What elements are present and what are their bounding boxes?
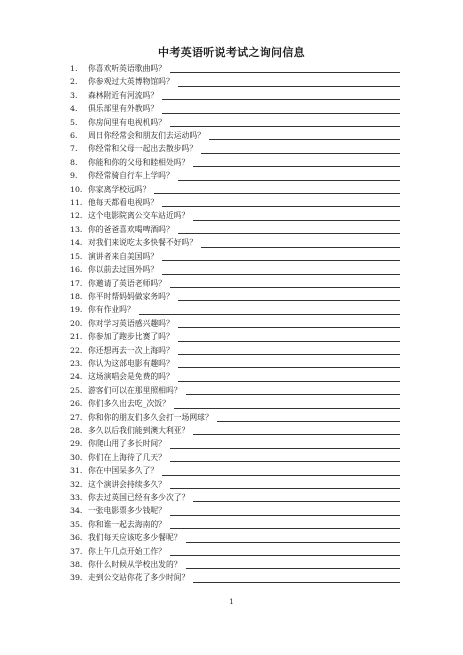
answer-line[interactable]	[178, 367, 400, 368]
question-row	[70, 156, 400, 169]
question-number: 29.	[70, 439, 83, 449]
question-text: 你们多久出去吃_次饭？	[88, 399, 170, 409]
question-text: 你在中国呆多久了？	[88, 466, 159, 476]
answer-line[interactable]	[186, 568, 400, 569]
question-number: 25.	[70, 385, 83, 395]
question-text: 演讲者来自美国吗？	[88, 251, 159, 261]
question-number: 20.	[70, 318, 83, 328]
question-text: 你和谁一起去海南的？	[88, 519, 166, 529]
question-number: 17.	[70, 278, 83, 288]
question-number: 37.	[70, 546, 83, 556]
question-number: 34.	[70, 506, 83, 516]
question-row	[70, 209, 400, 222]
page-number: 1	[229, 598, 234, 606]
question-number: 7.	[70, 144, 78, 154]
question-text: 你家离学校远吗？	[88, 184, 151, 194]
question-row	[70, 250, 400, 263]
answer-line[interactable]	[178, 180, 400, 181]
question-number: 36.	[70, 533, 83, 543]
question-text: 你上午几点开始工作？	[88, 546, 166, 556]
question-number: 28.	[70, 425, 83, 435]
answer-line[interactable]	[178, 341, 400, 342]
question-row	[70, 263, 400, 276]
question-row	[70, 451, 400, 464]
question-number: 11.	[70, 198, 83, 208]
question-text: 你经常和父母一起出去散步吗？	[88, 144, 198, 154]
question-number: 32.	[70, 479, 83, 489]
answer-line[interactable]	[178, 381, 400, 382]
question-text: 多久以后我们能到澳大利亚？	[88, 425, 190, 435]
question-text: 走到公交站你花了多少时间？	[88, 573, 190, 583]
question-row	[70, 62, 400, 75]
question-row	[70, 558, 400, 571]
answer-line[interactable]	[170, 287, 400, 288]
question-text: 你平时帮妈妈做家务吗？	[88, 291, 174, 301]
answer-line[interactable]	[170, 555, 400, 556]
answer-line[interactable]	[178, 327, 400, 328]
question-text: 他每天都看电视吗？	[88, 198, 159, 208]
question-row	[70, 196, 400, 209]
question-number: 26.	[70, 399, 83, 409]
question-text: 你和你的朋友们多久会打一场网球？	[88, 412, 213, 422]
answer-line[interactable]	[186, 394, 400, 395]
question-row	[70, 102, 400, 115]
question-list	[70, 62, 400, 585]
question-number: 5.	[70, 117, 78, 127]
answer-line[interactable]	[178, 300, 400, 301]
answer-line[interactable]	[170, 488, 400, 489]
question-text: 你的爸爸喜欢喝啤酒吗？	[88, 224, 174, 234]
answer-line[interactable]	[193, 582, 400, 583]
question-text: 对我们来说吃太多快餐不好吗？	[88, 238, 198, 248]
question-text: 你还想再去一次上海吗？	[88, 345, 174, 355]
answer-line[interactable]	[170, 72, 400, 73]
question-row	[70, 437, 400, 450]
question-row	[70, 303, 400, 316]
answer-line[interactable]	[193, 434, 400, 435]
answer-line[interactable]	[193, 166, 400, 167]
answer-line[interactable]	[170, 461, 400, 462]
question-text: 你房间里有电视机吗？	[88, 117, 166, 127]
question-text: 我们每天应该吃多少餐呢？	[88, 533, 182, 543]
question-number: 8.	[70, 157, 78, 167]
question-text: 你爬山用了多长时间？	[88, 439, 166, 449]
answer-line[interactable]	[162, 475, 400, 476]
question-number: 16.	[70, 265, 83, 275]
answer-line[interactable]	[178, 86, 400, 87]
question-row	[70, 531, 400, 544]
question-text: 你能和你的父母和睦相处吗？	[88, 157, 190, 167]
question-number: 33.	[70, 493, 83, 502]
answer-line[interactable]	[178, 233, 400, 234]
question-number: 9.	[70, 171, 78, 181]
question-row	[70, 330, 400, 343]
question-number: 38.	[70, 560, 83, 570]
answer-line[interactable]	[170, 448, 400, 449]
question-row	[70, 183, 400, 196]
question-row	[70, 370, 400, 383]
question-row	[70, 236, 400, 249]
question-row	[70, 504, 400, 517]
question-row	[70, 384, 400, 397]
question-number: 30.	[70, 452, 83, 462]
question-text: 一张电影票多少钱呢？	[88, 506, 166, 516]
question-number: 14.	[70, 238, 83, 248]
answer-line[interactable]	[162, 113, 400, 114]
answer-line[interactable]	[170, 528, 400, 529]
question-row	[70, 397, 400, 410]
question-number: 2.	[70, 77, 78, 87]
question-row	[70, 357, 400, 370]
question-row	[70, 424, 400, 437]
answer-line[interactable]	[201, 247, 400, 248]
question-row	[70, 116, 400, 129]
question-row	[70, 571, 400, 584]
answer-line[interactable]	[154, 193, 400, 194]
question-text: 你喜欢听英语歌曲吗？	[88, 64, 166, 73]
answer-line[interactable]	[170, 515, 400, 516]
question-row	[70, 491, 400, 504]
question-number: 3.	[70, 90, 78, 100]
question-row	[70, 344, 400, 357]
question-row	[70, 169, 400, 182]
question-number: 6.	[70, 131, 78, 141]
answer-line[interactable]	[209, 139, 400, 140]
answer-line[interactable]	[201, 153, 400, 154]
answer-line[interactable]	[178, 354, 400, 355]
question-row	[70, 89, 400, 102]
question-row	[70, 317, 400, 330]
answer-line[interactable]	[162, 99, 400, 100]
question-row	[70, 464, 400, 477]
question-number: 21.	[70, 332, 83, 342]
question-row	[70, 129, 400, 142]
question-text: 你去过英国已经有多少次了？	[88, 493, 190, 502]
question-text: 这个演讲会持续多久？	[88, 479, 166, 489]
question-row	[70, 290, 400, 303]
question-text: 俱乐部里有外教吗？	[88, 104, 159, 114]
question-number: 1.	[70, 64, 78, 73]
question-row	[70, 478, 400, 491]
question-text: 你以前去过国外吗？	[88, 265, 159, 275]
question-number: 4.	[70, 104, 78, 114]
question-text: 你经常骑自行车上学吗？	[88, 171, 174, 181]
page-title: 中考英语听说考试之询问信息	[158, 46, 305, 59]
question-number: 22.	[70, 345, 83, 355]
question-text: 这场演唱会是免费的吗？	[88, 372, 174, 382]
answer-line[interactable]	[217, 421, 400, 422]
question-text: 你认为这部电影有趣吗？	[88, 358, 174, 368]
question-row	[70, 223, 400, 236]
question-number: 24.	[70, 372, 83, 382]
answer-line[interactable]	[162, 260, 400, 261]
answer-line[interactable]	[186, 542, 400, 543]
question-number: 27.	[70, 412, 83, 422]
question-number: 31.	[70, 466, 83, 476]
question-text: 你参加了跑步比赛了吗？	[88, 332, 174, 342]
question-number: 19.	[70, 305, 83, 315]
question-text: 森林附近有河流吗？	[88, 90, 159, 100]
question-text: 你对学习英语感兴趣吗？	[88, 318, 174, 328]
question-text: 你有作业吗？	[88, 305, 135, 315]
question-text: 周日你经常会和朋友们去运动吗？	[88, 131, 205, 141]
answer-line[interactable]	[162, 206, 400, 207]
question-number: 10.	[70, 184, 83, 194]
question-number: 23.	[70, 358, 83, 368]
question-text: 你什么时候从学校出发的？	[88, 560, 182, 570]
question-number: 15.	[70, 251, 83, 261]
question-row	[70, 411, 400, 424]
question-text: 游客们可以在那里照相吗？	[88, 385, 182, 395]
answer-line[interactable]	[170, 126, 400, 127]
question-number: 39.	[70, 573, 83, 583]
question-text: 你参观过大英博物馆吗？	[88, 77, 174, 87]
answer-line[interactable]	[174, 408, 400, 409]
question-text: 你邀请了英语老师吗？	[88, 278, 166, 288]
answer-line[interactable]	[139, 314, 400, 315]
question-row	[70, 277, 400, 290]
question-row	[70, 142, 400, 155]
question-number: 13.	[70, 224, 83, 234]
question-number: 18.	[70, 291, 83, 301]
question-number: 35.	[70, 519, 83, 529]
answer-line[interactable]	[193, 501, 400, 502]
question-row	[70, 75, 400, 88]
answer-line[interactable]	[162, 274, 400, 275]
question-number: 12.	[70, 211, 83, 221]
question-text: 这个电影院离公交车站近吗？	[88, 211, 190, 221]
question-row	[70, 545, 400, 558]
question-row	[70, 518, 400, 531]
answer-line[interactable]	[193, 220, 400, 221]
question-text: 你们在上海待了几天？	[88, 452, 166, 462]
